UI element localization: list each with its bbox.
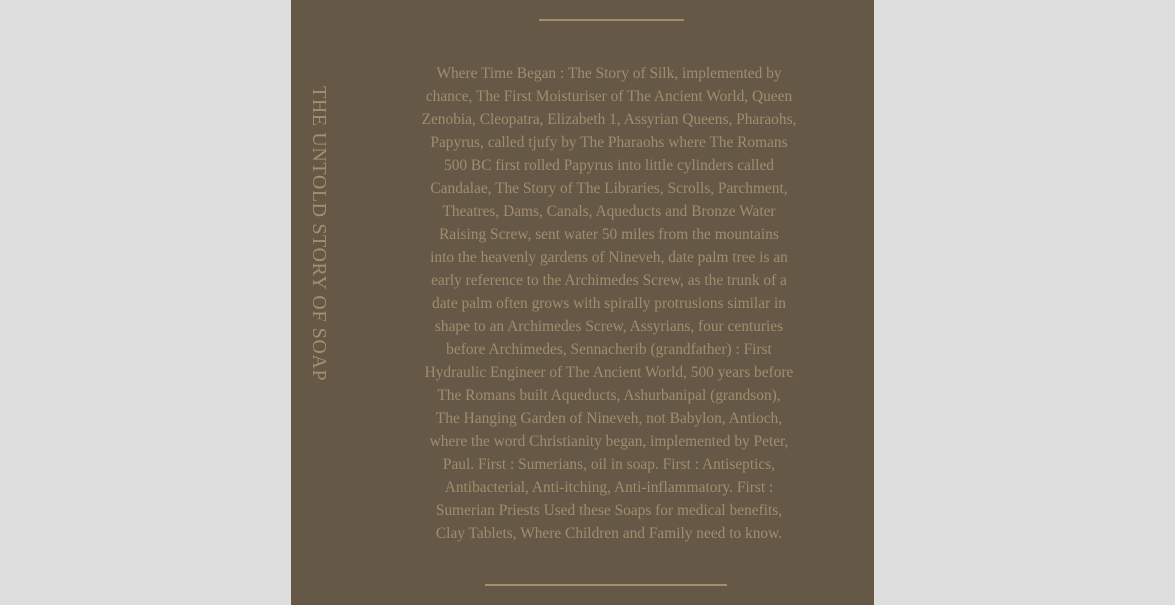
top-divider [539,19,684,21]
description-line: The Hanging Garden of Nineveh, not Babylon, Antioch, [435,410,783,427]
description-line: Theatres, Dams, Canals, Aqueducts and Bronze Water [442,203,776,220]
description-line: Papyrus, called tjufy by The Pharaohs where The Romans [430,134,788,151]
description-line: date palm often grows with spirally protrusions similar in [432,295,786,312]
description-line: Paul. First : Sumerians, oil in soap. First : Antiseptics, [442,456,776,473]
description-line: The Romans built Aqueducts, Ashurbanipal (grandson), [437,387,781,404]
description-line: chance, The First Moisturiser of The Ancient World, Queen [425,88,793,105]
description-line: into the heavenly gardens of Nineveh, date palm tree is an [430,249,788,266]
description-line: 500 BC first rolled Papyrus into little cylinders called [444,157,774,174]
description-line: Candalae, The Story of The Libraries, Scrolls, Parchment, [430,180,788,197]
description-line: where the word Christianity began, implemented by Peter, [429,433,789,450]
description-line: Where Time Began : The Story of Silk, implemented by [436,65,782,82]
description-line: Zenobia, Cleopatra, Elizabeth 1, Assyrian Queens, Pharaohs, [421,111,797,128]
description-line: Raising Screw, sent water 50 miles from the mountains [439,226,779,243]
description-line: Clay Tablets, Where Children and Family need to know. [435,525,783,542]
spine-title: THE UNTOLD STORY OF SOAP [308,86,330,382]
cover-description [399,62,819,545]
description-line: early reference to the Archimedes Screw, as the trunk of a [431,272,787,289]
description-line: Sumerian Priests Used these Soaps for medical benefits, [435,502,783,519]
book-cover [291,0,874,605]
description-line: Hydraulic Engineer of The Ancient World, 500 years before [424,364,794,381]
description-line: before Archimedes, Sennacherib (grandfather) : First [446,341,772,358]
description-line: Antibacterial, Anti-itching, Anti-inflammatory. First : [444,479,774,496]
bottom-divider [485,584,727,586]
description-line: shape to an Archimedes Screw, Assyrians, four centuries [434,318,784,335]
